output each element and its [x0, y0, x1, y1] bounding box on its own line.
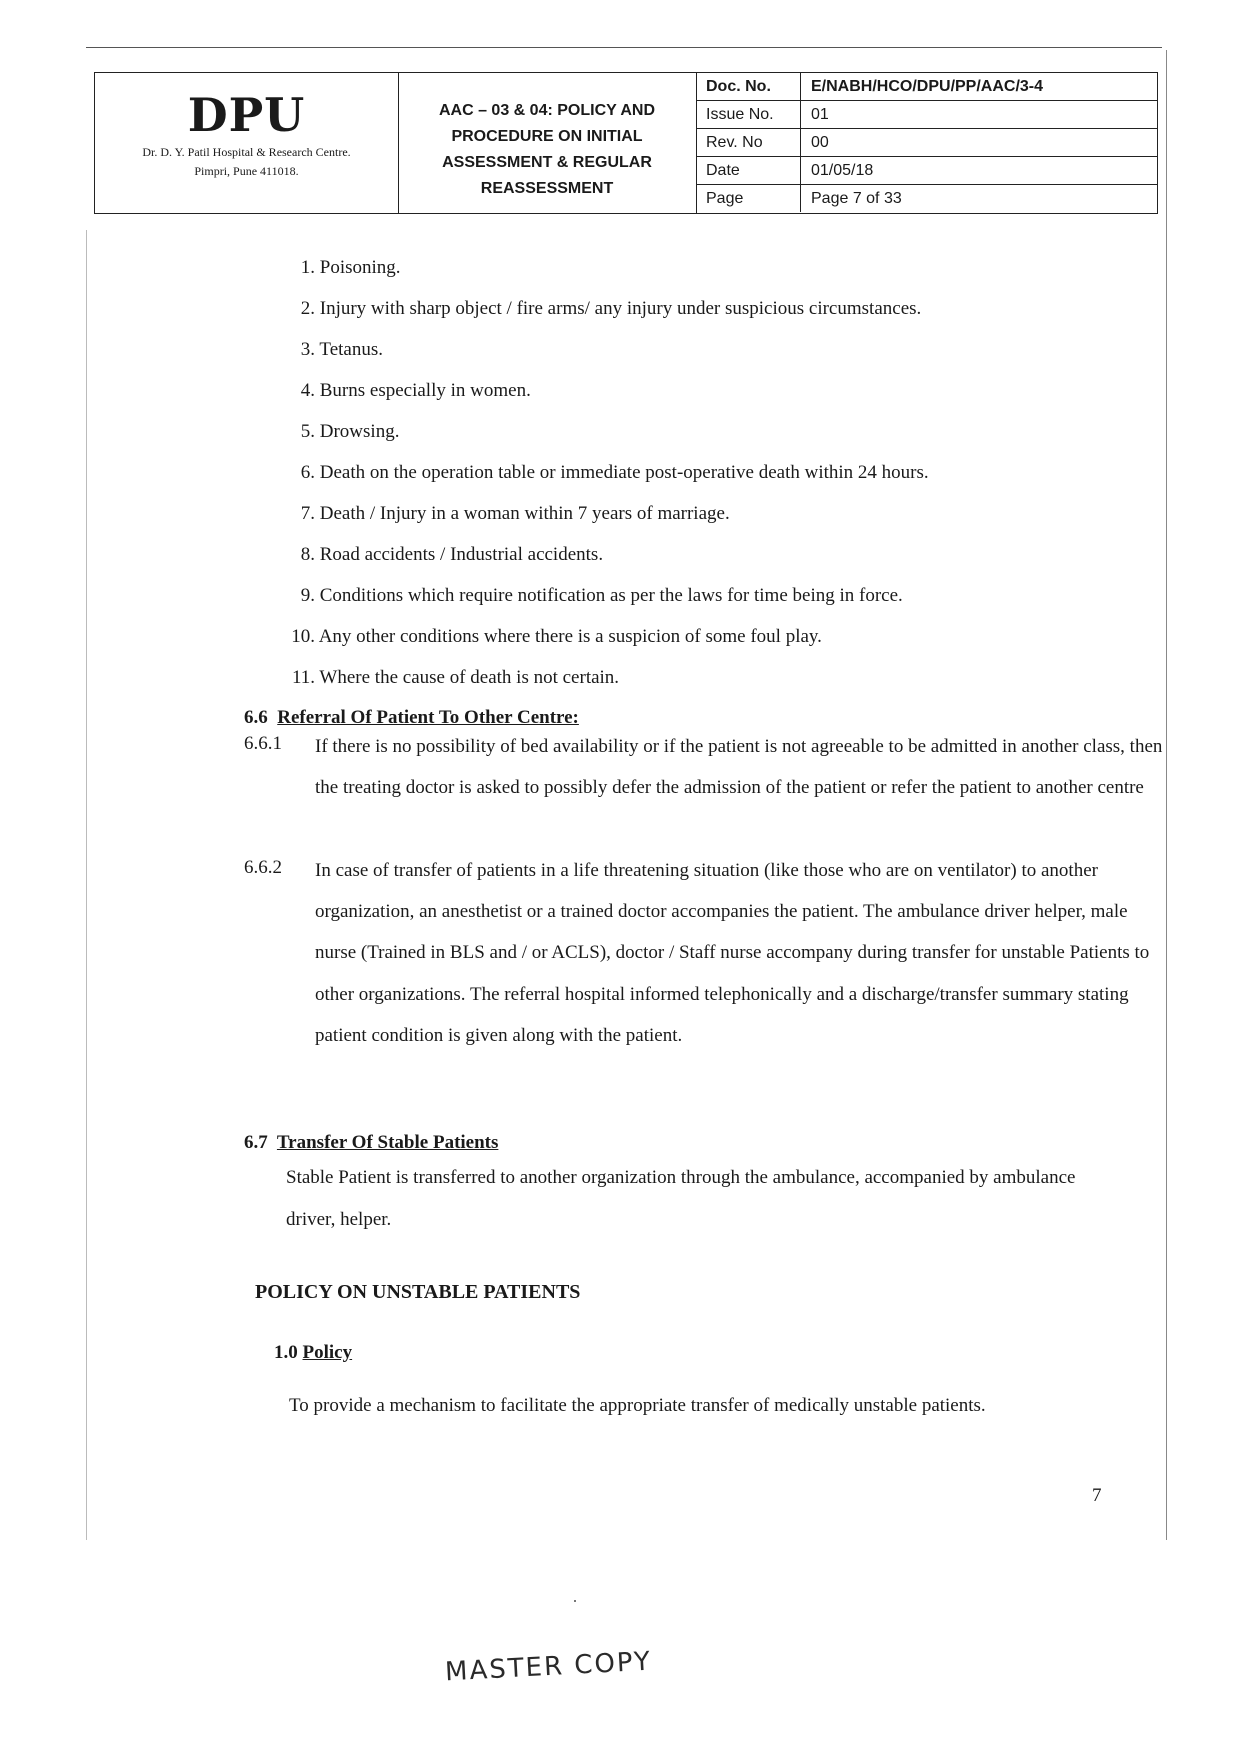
list-item [300, 379, 929, 420]
meta-value: 00 [801, 129, 1158, 157]
list-number: 7. [300, 503, 315, 524]
scan-edge-line-left [86, 230, 87, 1540]
list-text: Tetanus. [319, 339, 383, 360]
list-text: Death on the operation table or immediate post-operative death within 24 hours. [319, 462, 929, 483]
meta-row [696, 185, 1157, 213]
list-item [300, 338, 929, 379]
meta-label: Page [696, 185, 801, 213]
document-meta-table [696, 73, 1157, 212]
top-rule [86, 47, 1162, 48]
title-line: ASSESSMENT & REGULAR [442, 154, 652, 171]
document-title [439, 98, 655, 202]
list-number: 10. [291, 626, 315, 647]
meta-label: Date [696, 157, 801, 185]
section-number: 6.6 [244, 707, 268, 728]
list-number: 8. [300, 544, 315, 565]
section-6-7-text: Stable Patient is transferred to another organization through the ambulance, accompanied by ambulance driver, helper. [286, 1167, 1076, 1230]
list-item [300, 502, 929, 543]
section-title: Referral Of Patient To Other Centre: [277, 707, 579, 728]
list-number: 9. [300, 585, 315, 606]
hospital-address: Pimpri, Pune 411018. [194, 164, 299, 178]
list-item [291, 666, 929, 707]
meta-row [696, 129, 1157, 157]
section-title: Transfer Of Stable Patients [276, 1132, 499, 1153]
list-item [300, 461, 929, 502]
para-6-6-2: In case of transfer of patients in a life threatening situation (like those who are on ventilator) to another organization, an anesthetist or a trained doctor accompanies the patient. The ambulance driver helper, male nurse (Trained in BLS and / or ACLS), doctor / Staff nurse accompany during transfer for unstable Patients to other organizations. The referral hospital informed telephonically and a discharge/transfer summary stating patient condition is given along with the patient. [315, 860, 1150, 1046]
list-text: Conditions which require notification as per the laws for time being in force. [319, 585, 903, 606]
list-number: 11. [291, 667, 315, 688]
list-text: Any other conditions where there is a suspicion of some foul play. [318, 626, 822, 647]
dpu-logo: DPU [187, 88, 306, 142]
list-text: Drowsing. [319, 421, 400, 442]
list-text: Injury with sharp object / fire arms/ any injury under suspicious circumstances. [319, 298, 922, 319]
meta-row [696, 73, 1157, 101]
para-6-6-1-number: 6.6.1 [244, 733, 282, 754]
section-title: Policy [302, 1342, 353, 1363]
section-1-0-text: To provide a mechanism to facilitate the appropriate transfer of medically unstable patients. [289, 1395, 986, 1416]
list-number: 2. [300, 298, 315, 319]
section-1-0-heading [274, 1342, 352, 1364]
document-header [94, 72, 1158, 214]
meta-row [696, 157, 1157, 185]
section-number: 1.0 [274, 1342, 298, 1363]
meta-label: Doc. No. [696, 73, 801, 101]
list-text: Poisoning. [319, 257, 401, 278]
meta-value: E/NABH/HCO/DPU/PP/AAC/3-4 [801, 73, 1158, 101]
title-line: PROCEDURE ON INITIAL [451, 128, 643, 145]
title-line: AAC – 03 & 04: POLICY AND [438, 102, 656, 119]
master-copy-stamp: MASTER COPY [444, 1646, 653, 1688]
list-item [300, 420, 929, 461]
meta-value: 01 [801, 101, 1158, 129]
list-item [300, 543, 929, 584]
title-line: REASSESSMENT [480, 180, 614, 197]
hospital-name: Dr. D. Y. Patil Hospital & Research Centre. [142, 145, 351, 159]
list-item [291, 625, 929, 666]
list-text: Where the cause of death is not certain. [319, 667, 620, 688]
list-number: 5. [300, 421, 315, 442]
list-text: Death / Injury in a woman within 7 years of marriage. [319, 503, 730, 524]
scan-speck [574, 1600, 576, 1602]
para-6-6-1: If there is no possibility of bed availability or if the patient is not agreeable to be admitted in another class, then the treating doctor is asked to possibly defer the admission of the patient or refer the patient to another centre [315, 736, 1163, 799]
list-number: 6. [300, 462, 315, 483]
title-cell [398, 73, 697, 213]
meta-value: Page 7 of 33 [811, 189, 902, 207]
para-6-6-2-number: 6.6.2 [244, 857, 282, 878]
meta-label: Rev. No [696, 129, 801, 157]
meta-row [696, 101, 1157, 129]
condition-list [291, 256, 929, 707]
list-number: 3. [300, 339, 315, 360]
policy-heading: POLICY ON UNSTABLE PATIENTS [255, 1281, 581, 1303]
meta-value: 01/05/18 [801, 157, 1158, 185]
meta-label: Issue No. [696, 101, 801, 129]
list-number: 1. [300, 257, 315, 278]
scan-edge-line [1166, 50, 1167, 1540]
list-text: Road accidents / Industrial accidents. [319, 544, 604, 565]
list-number: 4. [300, 380, 315, 401]
section-number: 6.7 [244, 1132, 268, 1153]
list-item [300, 297, 929, 338]
logo-cell [95, 73, 399, 213]
list-item [300, 256, 929, 297]
section-6-7-heading [244, 1132, 498, 1154]
list-text: Burns especially in women. [319, 380, 531, 401]
list-item [300, 584, 929, 625]
page-number: 7 [1092, 1485, 1102, 1506]
